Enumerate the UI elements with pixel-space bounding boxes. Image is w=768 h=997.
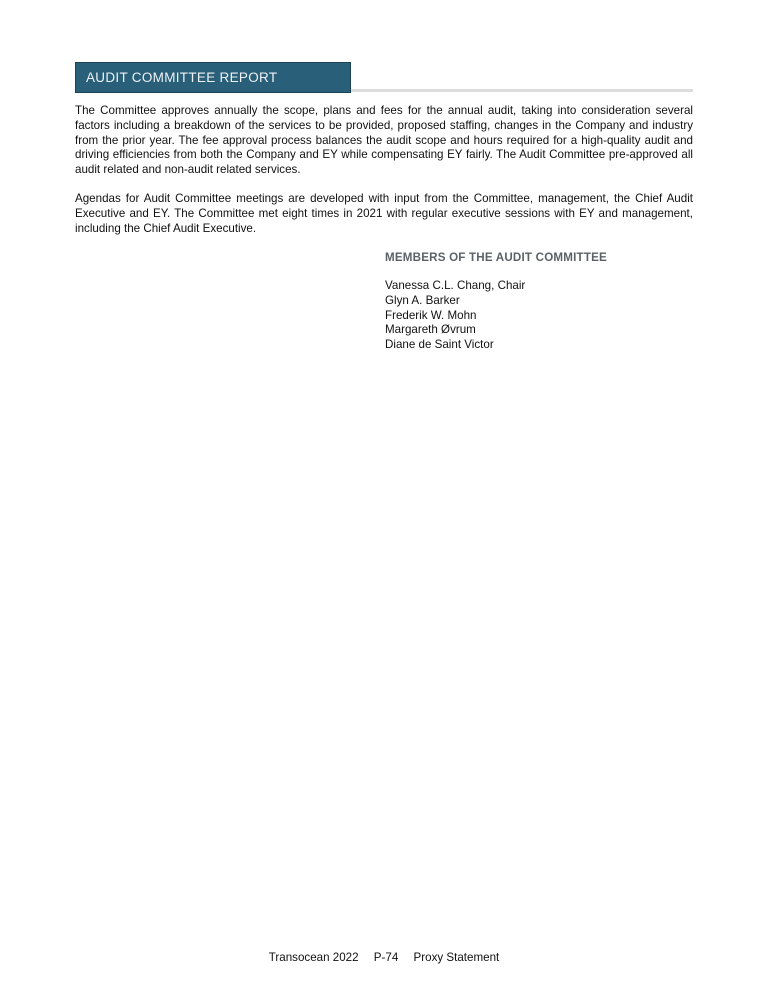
member-name: Margareth Øvrum xyxy=(385,323,476,337)
members-list xyxy=(385,279,693,353)
section-title-banner xyxy=(75,62,351,93)
paragraph-audit-fees: The Committee approves annually the scope, plans and fees for the annual audit, taking into consideration several factors including a breakdown of the services to be provided, proposed staffing, changes in the Company and industry from the prior year. The fee approval process balances the audit scope and hours required for a high-quality audit and driving efficiencies from both the Company and EY while compensating EY fairly. The Audit Committee pre-approved all audit related and non-audit related services. xyxy=(75,104,693,176)
footer-page-number: P-74 xyxy=(373,951,399,964)
section-header xyxy=(75,62,693,93)
members-section xyxy=(385,251,693,353)
header-rule xyxy=(351,89,693,92)
member-name: Vanessa C.L. Chang, Chair xyxy=(385,279,526,292)
member-name: Diane de Saint Victor xyxy=(385,338,494,351)
paragraph-agendas: Agendas for Audit Committee meetings are developed with input from the Committee, management, the Chief Audit Executive and EY. The Committee met eight times in 2021 with regular executive sessions with EY and management, including the Chief Audit Executive. xyxy=(75,192,693,235)
members-heading: MEMBERS OF THE AUDIT COMMITTEE xyxy=(385,251,607,264)
footer-company: Transocean 2022 xyxy=(268,951,359,964)
member-name: Frederik W. Mohn xyxy=(385,308,477,322)
member-name: Glyn A. Barker xyxy=(385,293,460,307)
page-content xyxy=(75,0,693,353)
section-title: AUDIT COMMITTEE REPORT xyxy=(86,70,278,85)
page-footer xyxy=(0,951,768,964)
footer-label: Proxy Statement xyxy=(413,951,500,964)
